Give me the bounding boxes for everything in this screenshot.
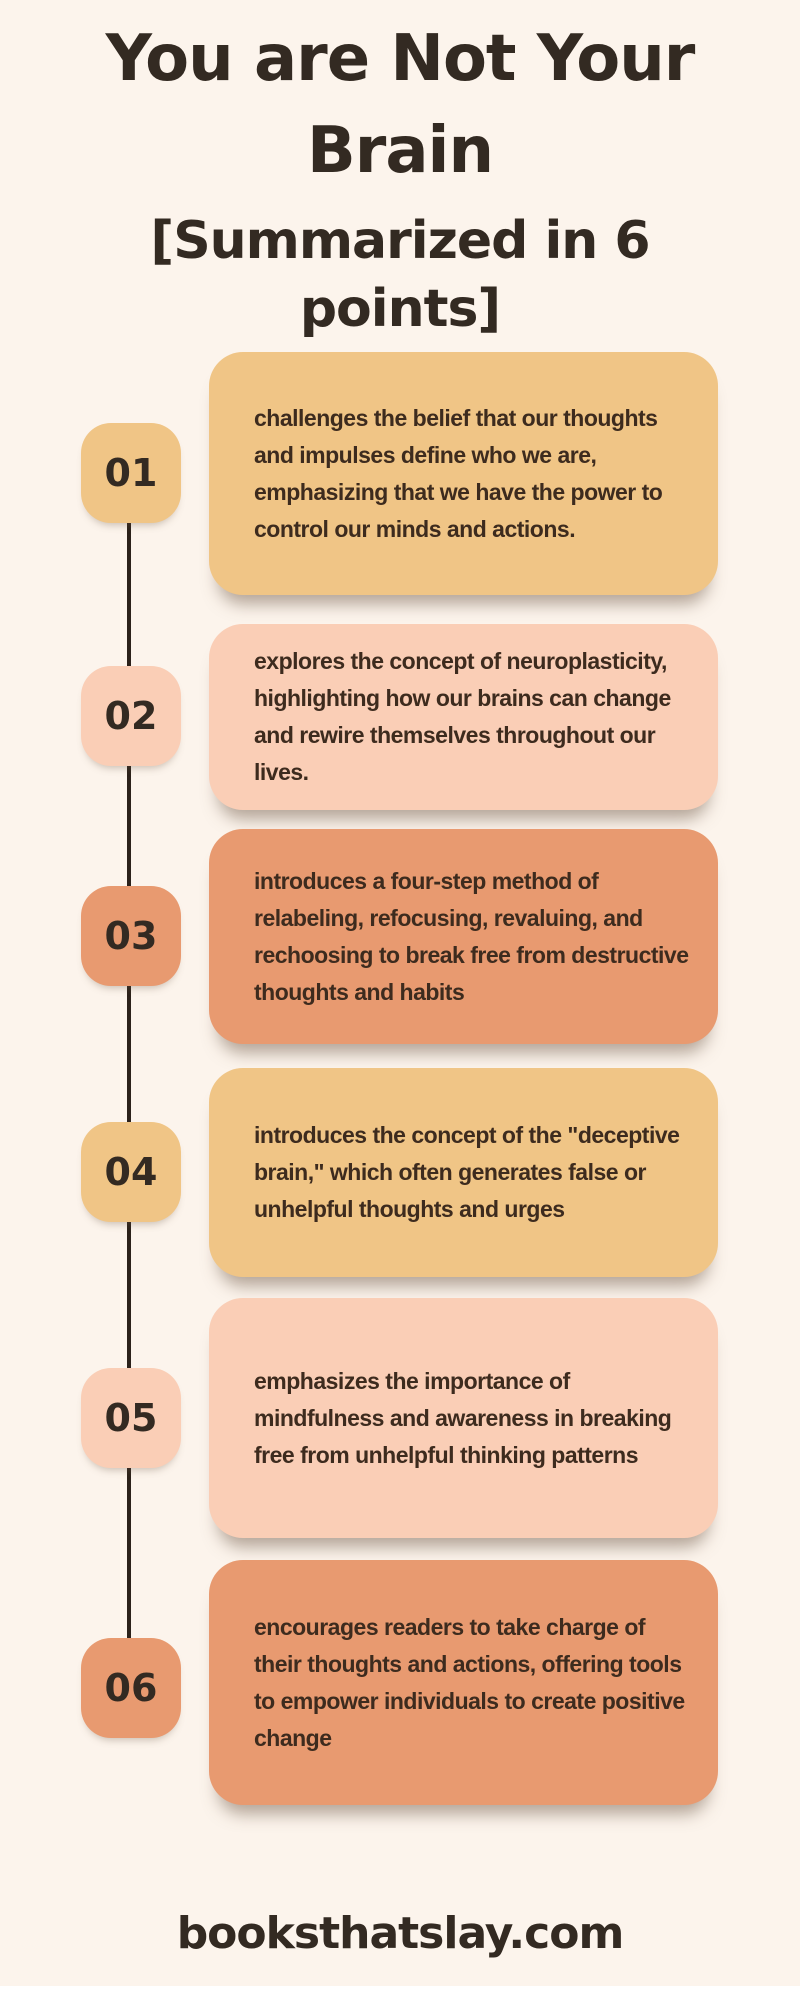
point-5-number-badge xyxy=(81,1368,181,1468)
site-name: booksthatslay.com xyxy=(176,1908,624,1959)
point-6-text: encourages readers to take charge of their thoughts and actions, offering tools to empower individuals to create positive change xyxy=(254,1613,685,1751)
point-1-text: challenges the belief that our thoughts and impulses define who we are, emphasizing that we have the power to control our minds and actions. xyxy=(254,404,663,542)
point-3-number: 03 xyxy=(104,914,158,958)
point-5-number: 05 xyxy=(104,1396,158,1440)
point-6-number: 06 xyxy=(104,1666,158,1710)
point-4-number-badge xyxy=(81,1122,181,1222)
point-4-number: 04 xyxy=(104,1150,158,1194)
point-4-card xyxy=(209,1068,718,1277)
point-2-number-badge xyxy=(81,666,181,766)
point-5-card xyxy=(209,1298,718,1538)
point-2-text: explores the concept of neuroplasticity, highlighting how our brains can change and rewire themselves throughout our lives. xyxy=(254,648,671,785)
timeline-connector-line xyxy=(127,473,131,1682)
point-1-card xyxy=(209,352,718,595)
page-title: You are Not Your Brain xyxy=(105,22,695,188)
point-3-card xyxy=(209,829,718,1044)
point-2-number: 02 xyxy=(104,694,158,738)
page-subtitle: [Summarized in 6 points] xyxy=(150,211,650,339)
bottom-white-strip xyxy=(0,1986,800,2000)
footer xyxy=(0,1908,800,1959)
point-6-number-badge xyxy=(81,1638,181,1738)
point-4-text: introduces the concept of the "deceptive brain," which often generates false or unhelpful thoughts and urges xyxy=(254,1122,680,1222)
point-3-text: introduces a four-step method of relabeling, refocusing, revaluing, and rechoosing to break free from destructive thoughts and habits xyxy=(254,867,689,1005)
point-6-card xyxy=(209,1560,718,1805)
header xyxy=(0,13,800,343)
point-1-number: 01 xyxy=(104,451,158,495)
point-5-text: emphasizes the importance of mindfulness and awareness in breaking free from unhelpful thinking patterns xyxy=(254,1367,672,1468)
point-3-number-badge xyxy=(81,886,181,986)
point-2-card xyxy=(209,624,718,810)
point-1-number-badge xyxy=(81,423,181,523)
